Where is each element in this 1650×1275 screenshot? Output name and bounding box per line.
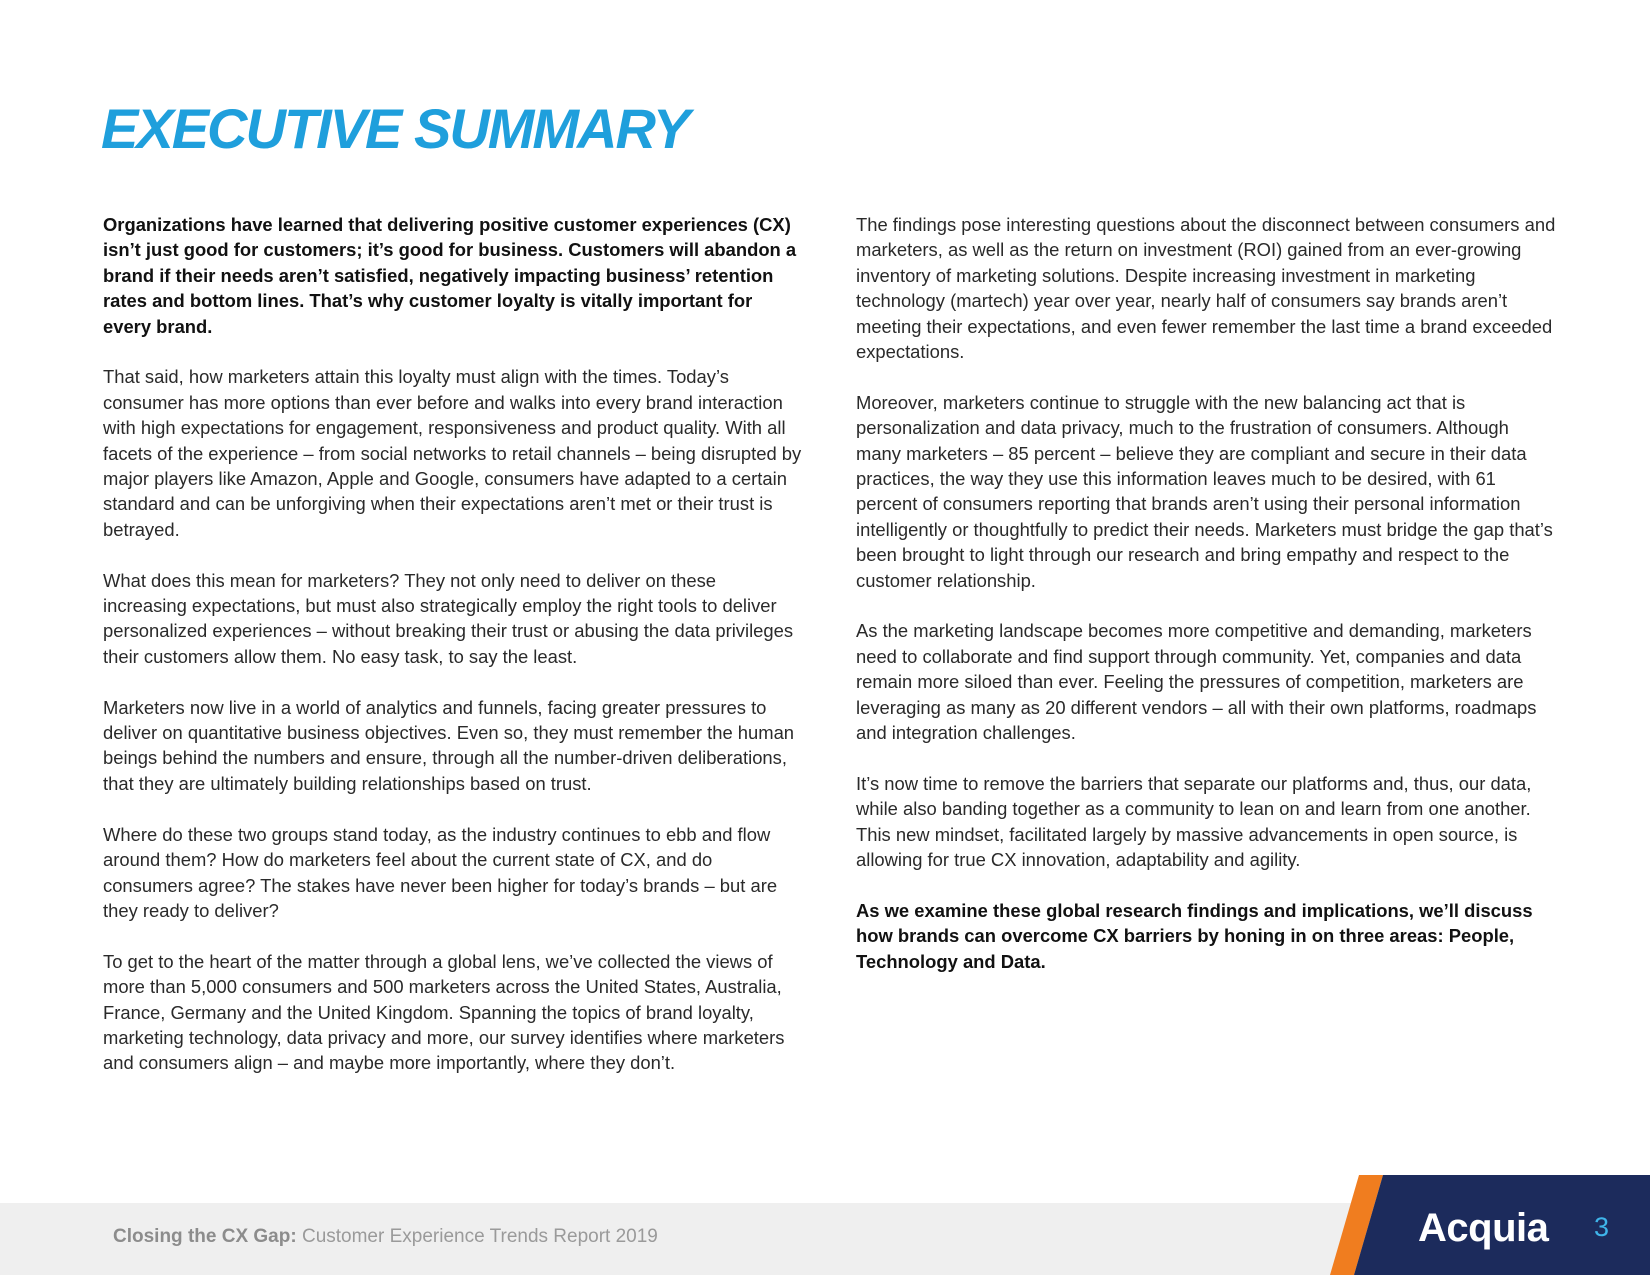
closing-paragraph: As we examine these global research findings and implications, we’ll discuss how brands can overcome CX barriers by honing in on three areas: People, Technology and Data. [856,899,1533,972]
intro-paragraph: Organizations have learned that delivering positive customer experiences (CX) isn’t just good for customers; it’s good for business. Customers will abandon a brand if their needs aren’t satisfied, negatively impacting business’ retention rates and bottom lines. That’s why customer loyalty is vitally important for every brand. [103,214,797,337]
body-paragraph: What does this mean for marketers? They not only need to deliver on these increasing expectations, but must also strategically employ the right tools to deliver personalized experiences – without breaking their trust or abusing the data privileges their customers allow them. No easy task, to say the least. [103,569,794,667]
body-paragraph: Marketers now live in a world of analytics and funnels, facing greater pressures to deliver on quantitative business objectives. Even so, they must remember the human beings behind the numbers and ensure, through all the number-driven deliberations, that they are ultimately building relationships based on trust. [103,696,795,794]
body-paragraph: That said, how marketers attain this loyalty must align with the times. Today’s consumer has more options than ever before and walks into every brand interaction with high expectations for engagement, responsiveness and product quality. With all facets of the experience – from social networks to retail channels – being disrupted by major players like Amazon, Apple and Google, consumers have adapted to a certain standard and can be unforgiving when their expectations aren’t met or their trust is betrayed. [103,366,802,540]
body-paragraph: The findings pose interesting questions about the disconnect between consumers and marketers, as well as the return on investment (ROI) gained from an ever-growing inventory of marketing solutions. Despite increasing investment in marketing technology (martech) year over year, nearly half of consumers say brands aren’t meeting their expectations, and even fewer remember the last time a brand exceeded expectations. [856,214,1556,363]
left-column [103,212,803,1101]
body-paragraph: To get to the heart of the matter through a global lens, we’ve collected the views of more than 5,000 consumers and 500 marketers across the United States, Australia, France, Germany and the United Kingdom. Spanning the topics of brand loyalty, marketing technology, data privacy and more, our survey identifies where marketers and consumers align – and maybe more importantly, where they don’t. [103,950,785,1074]
report-title [113,1226,658,1248]
acquia-logo: Acquia [1418,1206,1549,1250]
body-paragraph: Moreover, marketers continue to struggle with the new balancing act that is personalization and data privacy, much to the frustration of consumers. Although many marketers – 85 percent – believe they are compliant and secure in their data practices, the way they use this information leaves much to be desired, with 61 percent of consumers reporting that brands aren’t using their personal information intelligently or thoughtfully to predict their needs. Marketers must bridge the gap that’s been brought to light through our research and bring empathy and respect to the customer relationship. [856,391,1553,591]
report-title-bold: Closing the CX Gap: [113,1226,297,1247]
body-paragraph: Where do these two groups stand today, as the industry continues to ebb and flow around them? How do marketers feel about the current state of CX, and do consumers agree? The stakes have never been higher for today’s brands – but are they ready to deliver? [103,823,778,921]
page-title: EXECUTIVE SUMMARY [101,97,689,160]
page-number: 3 [1594,1212,1610,1242]
body-paragraph: As the marketing landscape becomes more competitive and demanding, marketers need to collaborate and find support through community. Yet, companies and data remain more siloed than ever. Feeling the pressures of competition, marketers are leveraging as many as 20 different vendors – all with their own platforms, roadmaps and integration challenges. [856,620,1537,744]
body-paragraph: It’s now time to remove the barriers that separate our platforms and, thus, our data, while also banding together as a community to lean on and learn from one another. This new mindset, facilitated largely by massive advancements in open source, is allowing for true CX innovation, adaptability and agility. [856,772,1532,871]
report-title-rest: Customer Experience Trends Report 2019 [296,1226,658,1247]
right-column [856,212,1556,1000]
